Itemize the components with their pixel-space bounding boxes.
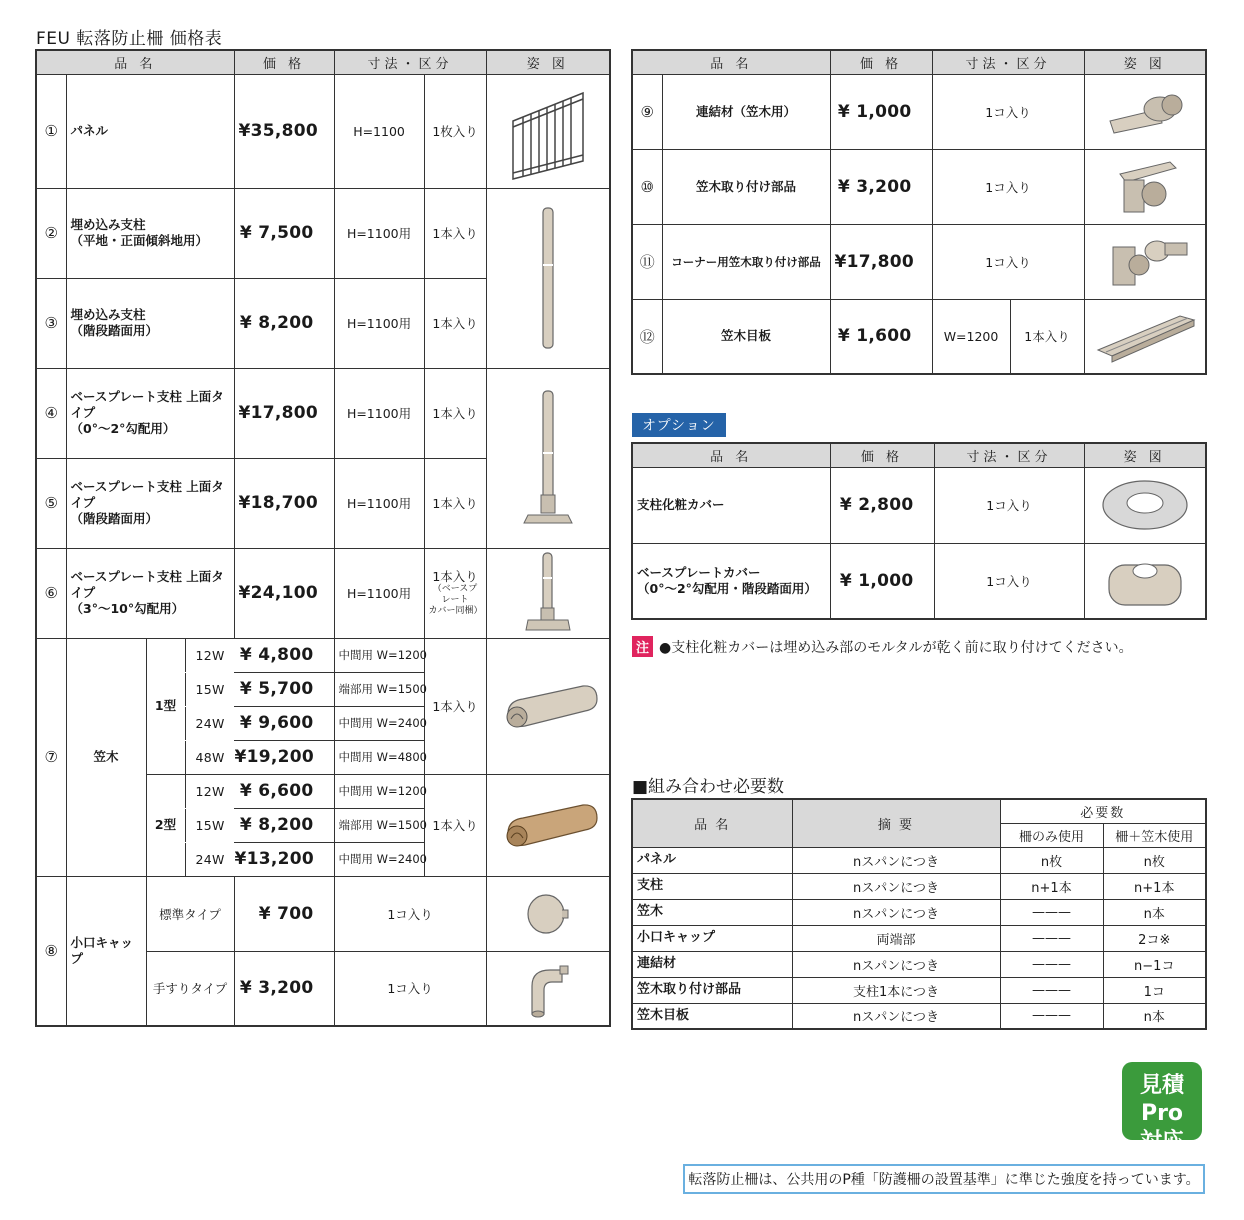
option-name: 支柱化粧カバー <box>632 467 830 543</box>
item-qty: 1コ入り <box>932 224 1084 299</box>
option-name: ベースプレートカバー （0°～2°勾配用・階段踏面用） <box>632 543 830 619</box>
header-figure: 姿 図 <box>1084 50 1206 74</box>
item-price: ¥ 1,000 <box>830 74 932 149</box>
combo-summary: nスパンにつき <box>792 951 1000 977</box>
combo-name: 支柱 <box>632 873 792 899</box>
item-price: ¥ 1,600 <box>830 299 932 374</box>
kasagi-type2-label: 2型 <box>154 817 177 832</box>
cap-type: 標準タイプ <box>146 876 234 951</box>
combo-fence-only: ——— <box>1000 977 1103 1003</box>
kasagi-price: ¥ 6,600 <box>239 781 314 801</box>
kasagi-width: 12W <box>185 775 235 808</box>
item-number: ① <box>36 74 66 188</box>
combo-name: 笠木 <box>632 899 792 925</box>
kasagi-price: ¥ 5,700 <box>239 679 314 699</box>
item-number: ⑪ <box>632 224 662 299</box>
kasagi-qty: 1本入り <box>424 638 486 774</box>
combo-summary: nスパンにつき <box>792 873 1000 899</box>
header-price: 価 格 <box>830 50 932 74</box>
item-price: ¥17,800 <box>234 368 334 458</box>
item-size: H=1100用 <box>334 188 424 278</box>
item-number: ⑫ <box>632 299 662 374</box>
footer-note: 転落防止柵は、公共用のP種「防護柵の設置基準」に準じた強度を持っています。 <box>683 1164 1205 1194</box>
item-name: ベースプレート支柱 上面タイプ （3°～10°勾配用） <box>66 548 234 638</box>
note <box>632 636 1133 657</box>
item-qty: 1本入り <box>1010 299 1084 374</box>
item-qty: 1本入り <box>424 188 486 278</box>
item-number: ⑦ <box>36 638 66 876</box>
combo-fence-only: n枚 <box>1000 847 1103 873</box>
header-size: 寸法・区分 <box>334 50 486 74</box>
kasagi-size: 端部用 W=1500 <box>334 808 424 842</box>
main-price-table <box>35 49 611 1027</box>
item-name: 小口キャップ <box>66 876 146 1026</box>
kasagi-size: 中間用 W=1200 <box>334 774 424 808</box>
baseplate-post-icon <box>486 368 610 548</box>
combo-header-fence-kasagi: 柵＋笠木使用 <box>1103 823 1206 847</box>
combo-header-required: 必要数 <box>1000 799 1206 823</box>
item-price: ¥35,800 <box>234 74 334 188</box>
kasagi-price: ¥ 8,200 <box>239 815 314 835</box>
header-name: 品 名 <box>632 50 830 74</box>
item-name: パネル <box>66 74 234 188</box>
combination-table <box>631 798 1207 1030</box>
item-size: W=1200 <box>932 299 1010 374</box>
item-number: ⑥ <box>36 548 66 638</box>
item-name: 笠木目板 <box>662 299 830 374</box>
kasagi-width: 12W <box>185 639 235 672</box>
option-label: オプション <box>632 413 726 437</box>
combo-summary: 支柱1本につき <box>792 977 1000 1003</box>
item-price: ¥ 3,200 <box>830 149 932 224</box>
combo-fence-kasagi: n−1コ <box>1103 951 1206 977</box>
item-qty: 1本入り <box>424 278 486 368</box>
embedded-post-icon <box>486 188 610 368</box>
combo-summary: nスパンにつき <box>792 847 1000 873</box>
item-price: ¥ 7,500 <box>234 188 334 278</box>
mitsumori-pro-badge <box>1122 1062 1202 1154</box>
kasagi-size: 端部用 W=1500 <box>334 672 424 706</box>
baseplate-cover-icon <box>1084 543 1206 619</box>
item-name: 笠木 <box>66 638 146 876</box>
combo-summary: 両端部 <box>792 925 1000 951</box>
item-size: H=1100 <box>334 74 424 188</box>
item-number: ③ <box>36 278 66 368</box>
item-size: H=1100用 <box>334 278 424 368</box>
header-size: 寸法・区分 <box>934 443 1084 467</box>
bracket-icon <box>1084 149 1206 224</box>
item-name: 埋め込み支柱 （階段踏面用） <box>66 278 234 368</box>
kasagi-width: 24W <box>185 707 235 740</box>
kasagi-price: ¥19,200 <box>234 747 315 767</box>
item-number: ⑨ <box>632 74 662 149</box>
option-price: ¥ 2,800 <box>830 467 934 543</box>
item-qty-note: （ベースプレート カバー同梱） <box>428 583 483 616</box>
kasagi-size: 中間用 W=2400 <box>334 706 424 740</box>
standard-cap-icon <box>486 876 610 951</box>
cap-price: ¥ 3,200 <box>234 951 334 1026</box>
combo-fence-kasagi: 2コ※ <box>1103 925 1206 951</box>
header-name: 品 名 <box>36 50 234 74</box>
combo-header-summary: 摘 要 <box>792 799 1000 847</box>
combo-fence-kasagi: n+1本 <box>1103 873 1206 899</box>
header-size: 寸法・区分 <box>932 50 1084 74</box>
item-price: ¥17,800 <box>830 224 932 299</box>
post-cover-icon <box>1084 467 1206 543</box>
combo-fence-only: ——— <box>1000 899 1103 925</box>
item-number: ④ <box>36 368 66 458</box>
item-size: H=1100用 <box>334 458 424 548</box>
page-title: FEU 転落防止柵 価格表 <box>36 29 223 49</box>
combo-fence-only: ——— <box>1000 925 1103 951</box>
item-size: H=1100用 <box>334 368 424 458</box>
combo-fence-kasagi: n本 <box>1103 899 1206 925</box>
combo-fence-only: n+1本 <box>1000 873 1103 899</box>
item-qty: 1本入り <box>424 458 486 548</box>
combo-header-name: 品 名 <box>632 799 792 847</box>
combo-summary: nスパンにつき <box>792 1003 1000 1029</box>
connector-icon <box>1084 74 1206 149</box>
item-qty: 1枚入り <box>424 74 486 188</box>
cap-price: ¥ 700 <box>234 876 334 951</box>
note-mark: 注 <box>632 636 653 657</box>
combo-fence-only: ——— <box>1000 951 1103 977</box>
combo-name: パネル <box>632 847 792 873</box>
kasagi-size: 中間用 W=2400 <box>334 842 424 876</box>
item-number: ⑤ <box>36 458 66 548</box>
option-price-table <box>631 442 1207 620</box>
header-figure: 姿 図 <box>1084 443 1206 467</box>
combo-title: ■組み合わせ必要数 <box>632 777 785 797</box>
kasagi-width: 24W <box>185 843 235 876</box>
item-qty: 1本入り <box>424 368 486 458</box>
combo-name: 笠木目板 <box>632 1003 792 1029</box>
combo-name: 小口キャップ <box>632 925 792 951</box>
item-price: ¥18,700 <box>234 458 334 548</box>
kasagi-type2-icon <box>486 774 610 876</box>
cap-type: 手すりタイプ <box>146 951 234 1026</box>
item-number: ② <box>36 188 66 278</box>
header-name: 品 名 <box>632 443 830 467</box>
combo-fence-only: ——— <box>1000 1003 1103 1029</box>
option-qty: 1コ入り <box>934 543 1084 619</box>
combo-fence-kasagi: 1コ <box>1103 977 1206 1003</box>
combo-name: 連結材 <box>632 951 792 977</box>
combo-header-fence-only: 柵のみ使用 <box>1000 823 1103 847</box>
combo-fence-kasagi: n本 <box>1103 1003 1206 1029</box>
item-name: コーナー用笠木取り付け部品 <box>662 224 830 299</box>
cap-qty: 1コ入り <box>334 876 486 951</box>
item-qty: 1コ入り <box>932 74 1084 149</box>
cap-qty: 1コ入り <box>334 951 486 1026</box>
header-price: 価 格 <box>234 50 334 74</box>
kasagi-width: 15W <box>185 809 235 842</box>
kasagi-type1-icon <box>486 638 610 774</box>
combo-fence-kasagi: n枚 <box>1103 847 1206 873</box>
item-price: ¥ 8,200 <box>234 278 334 368</box>
item-number: ⑩ <box>632 149 662 224</box>
kasagi-price: ¥13,200 <box>234 849 315 869</box>
parts-price-table <box>631 49 1207 375</box>
item-price: ¥24,100 <box>234 548 334 638</box>
item-name: ベースプレート支柱 上面タイプ （階段踏面用） <box>66 458 234 548</box>
note-text: ●支柱化粧カバーは埋め込み部のモルタルが乾く前に取り付けてください。 <box>659 639 1133 656</box>
option-qty: 1コ入り <box>934 467 1084 543</box>
kasagi-size: 中間用 W=1200 <box>334 638 424 672</box>
kasagi-size: 中間用 W=4800 <box>334 740 424 774</box>
badge-line2: 対応 <box>1139 1129 1184 1154</box>
kasagi-price: ¥ 4,800 <box>239 645 314 665</box>
cover-plate-icon <box>1084 299 1206 374</box>
kasagi-qty: 1本入り <box>424 774 486 876</box>
combo-summary: nスパンにつき <box>792 899 1000 925</box>
kasagi-width: 48W <box>185 741 235 774</box>
badge-line1: 見積Pro <box>1139 1073 1184 1126</box>
item-name: 笠木取り付け部品 <box>662 149 830 224</box>
kasagi-type1-label: 1型 <box>154 698 177 713</box>
item-name: 連結材（笠木用） <box>662 74 830 149</box>
item-qty: 1本入り <box>432 568 478 584</box>
item-number: ⑧ <box>36 876 66 1026</box>
handrail-cap-icon <box>486 951 610 1026</box>
header-figure: 姿 図 <box>486 50 610 74</box>
kasagi-price: ¥ 9,600 <box>239 713 314 733</box>
slope-post-icon <box>486 548 610 638</box>
combo-name: 笠木取り付け部品 <box>632 977 792 1003</box>
header-price: 価 格 <box>830 443 934 467</box>
item-name: ベースプレート支柱 上面タイプ （0°～2°勾配用） <box>66 368 234 458</box>
kasagi-width: 15W <box>185 673 235 706</box>
option-price: ¥ 1,000 <box>830 543 934 619</box>
corner-bracket-icon <box>1084 224 1206 299</box>
item-name: 埋め込み支柱 （平地・正面傾斜地用） <box>66 188 234 278</box>
item-qty: 1コ入り <box>932 149 1084 224</box>
panel-icon <box>486 74 610 188</box>
item-size: H=1100用 <box>334 548 424 638</box>
